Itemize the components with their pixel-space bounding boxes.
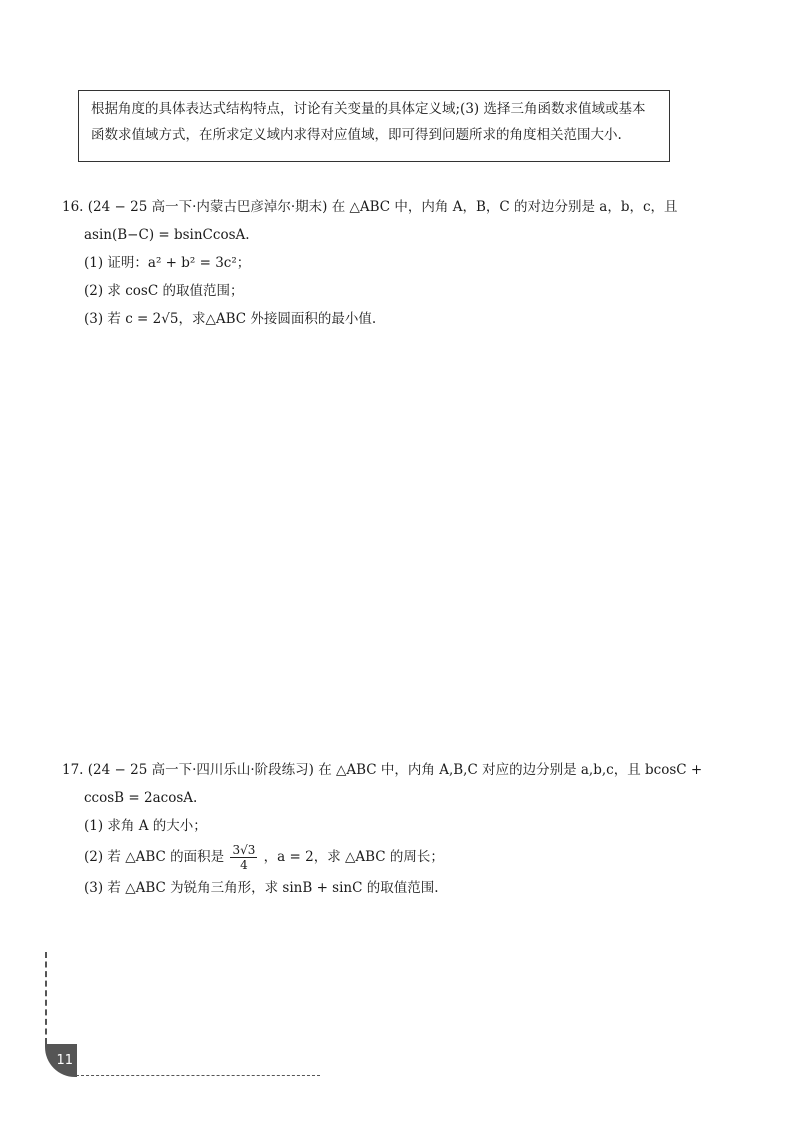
question-16-stem-line-1: 16. (24 − 25 高一下·内蒙古巴彦淖尔·期末) 在 △ABC 中，内角 A，B，C 的对边分别是 a，b，c，且 xyxy=(62,199,678,215)
area-fraction xyxy=(230,843,257,872)
question-16-stem-line-2: asin(B−C) = bsinCcosA. xyxy=(84,227,250,243)
note-line-2: 函数求值域方式，在所求定义域内求得对应值域，即可得到问题所求的角度相关范围大小. xyxy=(91,127,622,143)
question-16 xyxy=(62,193,752,333)
question-16-part-3: (3) 若 c = 2√5，求△ABC 外接圆面积的最小值. xyxy=(84,311,377,327)
page-corner-vertical-dashed-line xyxy=(45,952,47,1044)
question-16-part-1: (1) 证明：a² + b² = 3c²； xyxy=(84,255,251,271)
area-fraction-denominator: 4 xyxy=(240,858,248,872)
note-line-1: 根据角度的具体表达式结构特点，讨论有关变量的具体定义域;(3) 选择三角函数求值域或基本 xyxy=(91,101,646,117)
question-17-part-2-suffix: ，a = 2，求 △ABC 的周长； xyxy=(263,849,444,865)
area-fraction-numerator: 3√3 xyxy=(232,843,256,857)
solution-note-box xyxy=(78,90,670,162)
question-17 xyxy=(62,756,752,902)
question-17-part-1: (1) 求角 A 的大小； xyxy=(84,818,207,834)
question-17-part-2 xyxy=(62,840,752,874)
question-16-part-2: (2) 求 cosC 的取值范围； xyxy=(84,283,244,299)
question-17-part-3: (3) 若 △ABC 为锐角三角形，求 sinB + sinC 的取值范围. xyxy=(84,880,439,896)
question-17-part-2-prefix: (2) 若 △ABC 的面积是 xyxy=(84,849,225,865)
question-17-stem-line-1: 17. (24 − 25 高一下·四川乐山·阶段练习) 在 △ABC 中，内角 A,B,C 对应的边分别是 a,b,c，且 bcosC + xyxy=(62,762,703,778)
question-17-stem-line-2: ccosB = 2acosA. xyxy=(84,790,198,806)
page-number: 11 xyxy=(56,1053,73,1068)
page-corner-horizontal-dashed-line xyxy=(76,1075,320,1076)
page-number-tab xyxy=(45,1044,77,1077)
